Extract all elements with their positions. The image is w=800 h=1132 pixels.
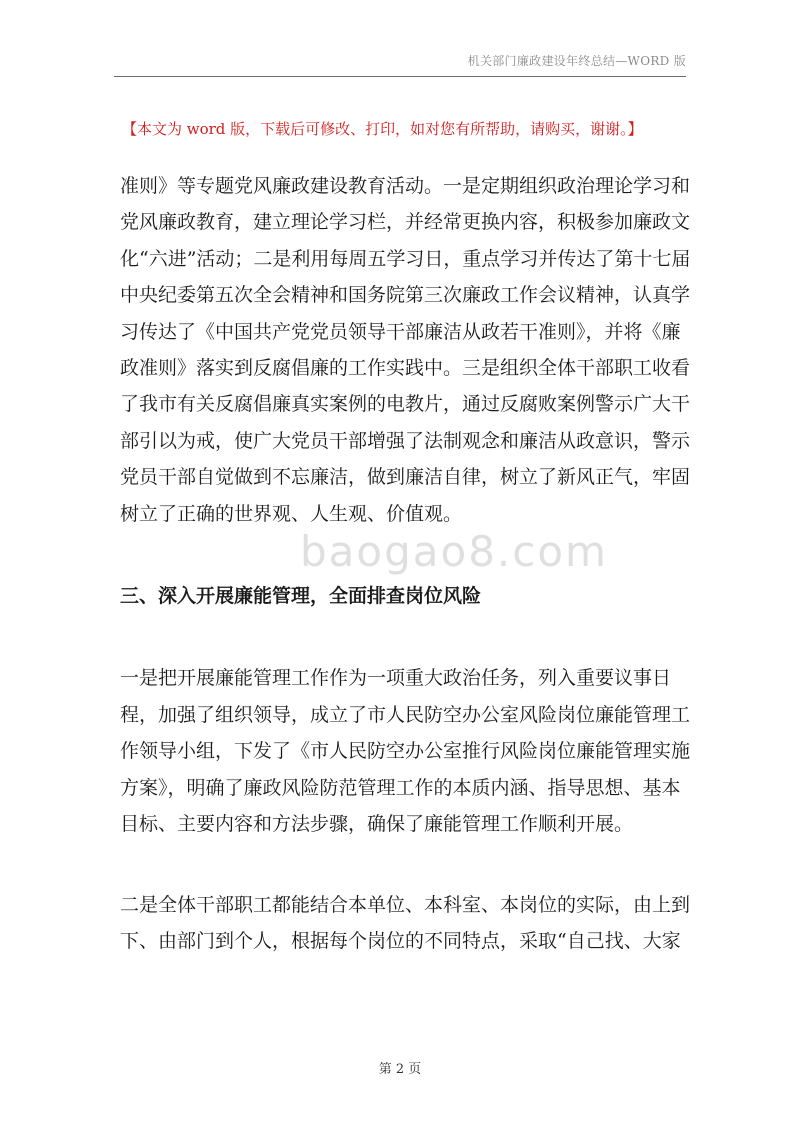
download-notice: 【本文为 word 版，下载后可修改、打印，如对您有所帮助，请购买，谢谢。】: [122, 120, 643, 138]
paragraph-line: 了我市有关反腐倡廉真实案例的电教片，通过反腐败案例警示广大干: [120, 393, 691, 416]
paragraph-line: 目标、主要内容和方法步骤，确保了廉能管理工作顺利开展。: [120, 813, 634, 836]
paragraph-line: 习传达了《中国共产党党员领导干部廉洁从政若干准则》，并将《廉: [120, 320, 681, 343]
paragraph-line: 党员干部自觉做到不忘廉洁，做到廉洁自律，树立了新风正气，牢固: [120, 466, 691, 489]
spacer: [120, 532, 686, 578]
paragraph-line: 部引以为戒，使广大党员干部增强了法制观念和廉洁从政意识，警示: [120, 429, 691, 452]
paragraph-line: 作领导小组，下发了《市人民防空办公室推行风险岗位廉能管理实施: [120, 740, 691, 763]
paragraph-line: 方案》，明确了廉政风险防范管理工作的本质内涵、指导思想、基本: [120, 776, 681, 799]
paragraph-line: 下、由部门到个人，根据每个岗位的不同特点，采取“自己找、大家: [120, 929, 681, 952]
page-number: 第 2 页: [378, 1062, 422, 1077]
paragraph-line: 树立了正确的世界观、人生观、价值观。: [120, 502, 463, 525]
paragraph-line: 化“六进”活动；二是利用每周五学习日，重点学习并传达了第十七届: [120, 247, 691, 270]
paragraph-staff-participation: [120, 887, 691, 960]
paragraph-line: 中央纪委第五次全会精神和国务院第三次廉政工作会议精神，认真学: [120, 284, 691, 307]
document-body: [120, 168, 691, 959]
paragraph-management-task: [120, 660, 691, 842]
paragraph-line: 一是把开展廉能管理工作作为一项重大政治任务，列入重要议事日: [120, 667, 672, 690]
section-heading-3: 三、深入开展廉能管理，全面排查岗位风险: [120, 585, 482, 608]
spacer: [120, 614, 686, 660]
spacer: [120, 843, 686, 887]
paragraph-education-activities: [120, 168, 691, 532]
header-divider: [114, 76, 686, 77]
watermark-logo: baogao8.com: [300, 527, 608, 576]
paragraph-line: 党风廉政教育，建立理论学习栏，并经常更换内容，积极参加廉政文: [120, 211, 691, 234]
running-header: 机关部门廉政建设年终总结—WORD 版: [467, 54, 686, 68]
paragraph-line: 程，加强了组织领导，成立了市人民防空办公室风险岗位廉能管理工: [120, 703, 691, 726]
paragraph-line: 二是全体干部职工都能结合本单位、本科室、本岗位的实际，由上到: [120, 893, 691, 916]
paragraph-line: 政准则》落实到反腐倡廉的工作实践中。三是组织全体干部职工收看: [120, 357, 691, 380]
paragraph-line: 准则》等专题党风廉政建设教育活动。一是定期组织政治理论学习和: [120, 175, 691, 197]
